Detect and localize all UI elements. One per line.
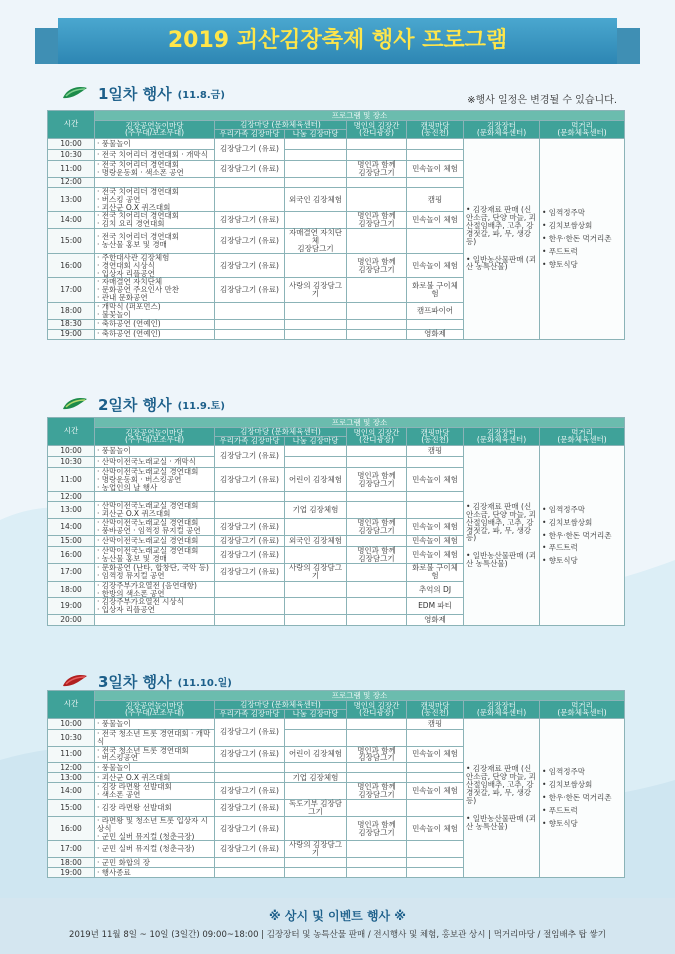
camp-cell — [407, 773, 464, 783]
family-kimjang-cell: 김장담그기 (유료) — [215, 546, 285, 563]
camp-cell — [407, 319, 464, 329]
share-kimjang-cell: 어린이 김장체험 — [285, 467, 347, 492]
family-kimjang-cell: 김장담그기 (유료) — [215, 278, 285, 303]
camp-cell: 민속놀이 체험 — [407, 546, 464, 563]
stage-program: · 김장주부가요열전 (음연대항) · 한방의 색소폰 공연 — [95, 581, 215, 598]
leaf-icon — [62, 673, 88, 689]
footer-title: ※ 상시 및 이벤트 행사 ※ — [269, 909, 406, 923]
master-cell: 명인과 함께 김장담그기 — [347, 253, 407, 278]
market-cell: • 김장재료 판매 (신안소금, 단양 마늘, 괴산절임배추, 고추, 강경젓갈, 파, 무, 생강등) • 일반농산물판매 (괴산 농특산물) — [464, 138, 540, 339]
food-item: • 임꺽정주막 — [542, 767, 586, 777]
stage-program: · 주한대사관 김장체험 · 경연대회 시상식 · 입상자 리플공연 — [95, 253, 215, 278]
time-cell: 10:00 — [48, 718, 95, 729]
header-camp: 캠핑마당 (동진천) — [407, 121, 464, 139]
stage-program: · 김장주부가요열전 시상식 · 입상자 리플공연 — [95, 598, 215, 615]
camp-cell: 민속놀이 체험 — [407, 535, 464, 546]
stage-program: · 전국 치어리더 경연대회 · 버스킹 공연 · 괴산군 O.X 퀴즈대회 — [95, 187, 215, 212]
family-kimjang-cell: 김장담그기 (유료) — [215, 816, 285, 841]
stage-program: · 산막이전국노래교실 경연대회 · 풍바공연 · 임꺽정 뮤지컬 공연 — [95, 519, 215, 536]
stage-program — [95, 615, 215, 626]
share-kimjang-cell — [285, 598, 347, 615]
schedule-table — [47, 690, 625, 878]
share-kimjang-cell — [285, 319, 347, 329]
time-cell: 19:00 — [48, 329, 95, 339]
stage-program: · 자매결연 자치단체 · 문화공연 주요인사 만찬 · 관내 문화공연 — [95, 278, 215, 303]
stage-program: · 풍물놀이 — [95, 445, 215, 456]
header-stage: 김장공연놀이마당 (주무대/보조무대) — [95, 428, 215, 446]
food-item: • 한우·한돈 먹거리촌 — [542, 793, 612, 802]
master-cell: 명인과 함께 김장담그기 — [347, 160, 407, 177]
master-cell — [347, 581, 407, 598]
food-item: • 임꺽정주막 — [542, 504, 586, 514]
share-kimjang-cell: 기업 김장체험 — [285, 773, 347, 783]
master-cell: 명인과 함께 김장담그기 — [347, 467, 407, 492]
camp-cell: 민속놀이 체험 — [407, 467, 464, 492]
header-market: 김장장터 (문화체육센터) — [464, 701, 540, 719]
camp-cell: 캠핑 — [407, 187, 464, 212]
time-cell: 11:00 — [48, 746, 95, 763]
header-share-kimjang: 나눔 김장마당 — [285, 436, 347, 445]
header-food: 먹거리 (문화체육센터) — [540, 121, 625, 139]
time-cell: 10:00 — [48, 445, 95, 456]
master-cell — [347, 598, 407, 615]
share-kimjang-cell: 독도기부 김장담그기 — [285, 800, 347, 817]
share-kimjang-cell — [285, 138, 347, 149]
family-kimjang-cell — [215, 773, 285, 783]
header-family-kimjang: 우리가족 김장마당 — [215, 709, 285, 718]
camp-cell: 민속놀이 체험 — [407, 212, 464, 229]
time-cell: 19:00 — [48, 598, 95, 615]
share-kimjang-cell — [285, 729, 347, 746]
family-kimjang-cell: 김장담그기 (유료) — [215, 841, 285, 858]
food-item: • 김치보쌈상회 — [542, 517, 593, 527]
food-item: • 임꺽정주막 — [542, 208, 586, 218]
time-cell: 13:00 — [48, 773, 95, 783]
master-cell — [347, 729, 407, 746]
share-kimjang-cell — [285, 456, 347, 467]
family-kimjang-cell: 김장담그기 (유료) — [215, 519, 285, 536]
camp-cell — [407, 229, 464, 254]
food-item: • 푸드트럭 — [542, 805, 578, 815]
camp-cell — [407, 502, 464, 519]
master-cell — [347, 177, 407, 187]
family-kimjang-cell: 김장담그기 (유료) — [215, 253, 285, 278]
time-cell: 18:00 — [48, 303, 95, 320]
family-kimjang-cell — [215, 492, 285, 502]
time-cell: 14:00 — [48, 212, 95, 229]
family-kimjang-cell — [215, 187, 285, 212]
camp-cell: EDM 파티 — [407, 598, 464, 615]
header-time: 시간 — [48, 691, 95, 719]
family-kimjang-cell — [215, 763, 285, 773]
family-kimjang-cell: 김장담그기 (유료) — [215, 563, 285, 581]
header-time: 시간 — [48, 111, 95, 139]
stage-program: · 문화공연 (난타, 합창단, 국악 등) · 임꺽정 뮤지컬 공연 — [95, 563, 215, 581]
family-kimjang-cell — [215, 858, 285, 868]
header-market: 김장장터 (문화체육센터) — [464, 121, 540, 139]
schedule-table — [47, 417, 625, 626]
family-kimjang-cell — [215, 502, 285, 519]
food-item: • 향토식당 — [542, 259, 578, 269]
stage-program: · 축하공연 (연예인) — [95, 329, 215, 339]
camp-cell: 민속놀이 체험 — [407, 816, 464, 841]
share-kimjang-cell: 어린이 김장체험 — [285, 746, 347, 763]
stage-program: · 전국 청소년 트롯 경연대회 · 버스킹공연 — [95, 746, 215, 763]
master-cell — [347, 492, 407, 502]
time-cell: 17:00 — [48, 278, 95, 303]
header-family-kimjang: 우리가족 김장마당 — [215, 129, 285, 138]
share-kimjang-cell — [285, 546, 347, 563]
time-cell: 10:30 — [48, 729, 95, 746]
master-cell — [347, 615, 407, 626]
share-kimjang-cell — [285, 329, 347, 339]
time-cell: 10:00 — [48, 138, 95, 149]
header-master: 명인의 김장간 (잔디광장) — [347, 121, 407, 139]
share-kimjang-cell — [285, 858, 347, 868]
time-cell: 16:00 — [48, 253, 95, 278]
master-cell — [347, 763, 407, 773]
stage-program: · 군민 실버 뮤지컬 (청춘극장) — [95, 841, 215, 858]
stage-program: · 라면왕 및 청소년 트롯 입상자 시상식 · 군민 실버 뮤지컬 (청춘극장) — [95, 816, 215, 841]
master-cell — [347, 319, 407, 329]
share-kimjang-cell — [285, 303, 347, 320]
header-master: 명인의 김장간 (잔디광장) — [347, 428, 407, 446]
camp-cell — [407, 868, 464, 878]
market-cell: • 김장재료 판매 (신안소금, 단양 마늘, 괴산절임배추, 고추, 강경젓갈, 파, 무, 생강등) • 일반농산물판매 (괴산 농특산물) — [464, 445, 540, 625]
stage-program: · 전국 치어리더 경연대회 · 개막식 — [95, 149, 215, 160]
master-cell: 명인과 함께 김장담그기 — [347, 746, 407, 763]
share-kimjang-cell — [285, 445, 347, 456]
time-cell: 15:00 — [48, 800, 95, 817]
share-kimjang-cell — [285, 253, 347, 278]
master-cell — [347, 841, 407, 858]
header-time: 시간 — [48, 418, 95, 446]
food-item: • 향토식당 — [542, 818, 578, 828]
share-kimjang-cell — [285, 160, 347, 177]
share-kimjang-cell — [285, 816, 347, 841]
header-program: 프로그램 및 장소 — [95, 691, 625, 701]
stage-program: · 전국 청소년 트롯 경연대회 · 개막식 — [95, 729, 215, 746]
stage-program: · 풍물놀이 — [95, 718, 215, 729]
camp-cell — [407, 841, 464, 858]
share-kimjang-cell: 외국인 김장체험 — [285, 535, 347, 546]
footer-info: 2019년 11월 8일 ~ 10일 (3일간) 09:00~18:00 | 김장장터 및 농특산물 판매 / 전시행사 및 체험, 홍보관 상시 | 먹거리마당 / 절임배추 탑 쌓기 — [69, 930, 606, 940]
share-kimjang-cell — [285, 868, 347, 878]
time-cell: 11:00 — [48, 467, 95, 492]
food-item: • 푸드트럭 — [542, 246, 578, 256]
stage-program: · 전국 치어리더 경연대회 · 명랑운동회 · 색소폰 공연 — [95, 160, 215, 177]
food-item: • 향토식당 — [542, 556, 578, 566]
master-cell — [347, 303, 407, 320]
family-kimjang-cell: 김장담그기 (유료) — [215, 746, 285, 763]
camp-cell — [407, 492, 464, 502]
family-kimjang-cell — [215, 329, 285, 339]
market-cell: • 김장재료 판매 (신안소금, 단양 마늘, 괴산절임배추, 고추, 강경젓갈, 파, 무, 생강등) • 일반농산물판매 (괴산 농특산물) — [464, 718, 540, 877]
master-cell — [347, 149, 407, 160]
share-kimjang-cell: 사랑의 김장담그기 — [285, 563, 347, 581]
header-stage: 김장공연놀이마당 (주무대/보조무대) — [95, 701, 215, 719]
stage-program: · 괴산군 O.X 퀴즈대회 — [95, 773, 215, 783]
master-cell: 명인과 함께 김장담그기 — [347, 546, 407, 563]
family-kimjang-cell: 김장담그기 (유료) — [215, 783, 285, 800]
camp-cell: 화로불 구이체험 — [407, 563, 464, 581]
camp-cell: 영화제 — [407, 615, 464, 626]
share-kimjang-cell — [285, 519, 347, 536]
share-kimjang-cell — [285, 763, 347, 773]
day-heading — [62, 82, 225, 104]
header-family-kimjang: 우리가족 김장마당 — [215, 436, 285, 445]
header-master: 명인의 김장간 (잔디광장) — [347, 701, 407, 719]
master-cell — [347, 278, 407, 303]
share-kimjang-cell — [285, 149, 347, 160]
camp-cell — [407, 858, 464, 868]
day-heading — [62, 393, 225, 415]
master-cell — [347, 718, 407, 729]
master-cell — [347, 858, 407, 868]
food-cell — [540, 718, 625, 877]
share-kimjang-cell: 외국인 김장체험 — [285, 187, 347, 212]
day-date: (11.8.금) — [177, 89, 225, 101]
table-row — [48, 445, 625, 456]
header-market: 김장장터 (문화체육센터) — [464, 428, 540, 446]
time-cell: 19:00 — [48, 868, 95, 878]
family-kimjang-cell: 김장담그기 (유료) — [215, 138, 285, 160]
master-cell — [347, 445, 407, 456]
time-cell: 10:30 — [48, 456, 95, 467]
time-cell: 15:00 — [48, 535, 95, 546]
master-cell — [347, 868, 407, 878]
camp-cell — [407, 800, 464, 817]
time-cell: 16:00 — [48, 816, 95, 841]
day-title: 3일차 행사 — [98, 672, 172, 691]
family-kimjang-cell: 김장담그기 (유료) — [215, 229, 285, 254]
time-cell: 16:00 — [48, 546, 95, 563]
camp-cell: 민속놀이 체험 — [407, 160, 464, 177]
food-item: • 한우·한돈 먹거리촌 — [542, 530, 612, 540]
time-cell: 20:00 — [48, 615, 95, 626]
day-heading — [62, 670, 232, 692]
time-cell: 13:00 — [48, 187, 95, 212]
family-kimjang-cell: 김장담그기 (유료) — [215, 800, 285, 817]
family-kimjang-cell — [215, 598, 285, 615]
day-date: (11.9.토) — [177, 400, 225, 412]
master-cell — [347, 800, 407, 817]
header-kimjang: 김장마당 (문화체육센터) — [215, 428, 347, 437]
food-item: • 김치보쌈상회 — [542, 780, 593, 790]
food-item: • 푸드트럭 — [542, 543, 578, 553]
stage-program: · 축하공연 (연예인) — [95, 319, 215, 329]
camp-cell — [407, 729, 464, 746]
camp-cell: 민속놀이 체험 — [407, 253, 464, 278]
stage-program: · 김장 라면왕 선발대회 · 색소폰 공연 — [95, 783, 215, 800]
time-cell: 12:00 — [48, 492, 95, 502]
family-kimjang-cell — [215, 303, 285, 320]
camp-cell — [407, 763, 464, 773]
family-kimjang-cell: 김장담그기 (유료) — [215, 160, 285, 177]
header-program: 프로그램 및 장소 — [95, 418, 625, 428]
stage-program: · 전국 치어리더 경연대회 · 김치 요리 경연대회 — [95, 212, 215, 229]
master-cell — [347, 138, 407, 149]
header-food: 먹거리 (문화체육센터) — [540, 701, 625, 719]
share-kimjang-cell — [285, 615, 347, 626]
share-kimjang-cell: 기업 김장체험 — [285, 502, 347, 519]
header-camp: 캠핑마당 (동진천) — [407, 701, 464, 719]
camp-cell: 캠핑 — [407, 445, 464, 456]
day-date: (11.10.일) — [177, 677, 232, 689]
family-kimjang-cell — [215, 177, 285, 187]
food-item: • 김치보쌈상회 — [542, 220, 593, 230]
master-cell — [347, 535, 407, 546]
leaf-icon — [62, 85, 88, 101]
camp-cell: 민속놀이 체험 — [407, 783, 464, 800]
camp-cell: 화로불 구이체험 — [407, 278, 464, 303]
time-cell: 15:00 — [48, 229, 95, 254]
header-share-kimjang: 나눔 김장마당 — [285, 709, 347, 718]
share-kimjang-cell — [285, 177, 347, 187]
time-cell: 14:00 — [48, 783, 95, 800]
header-camp: 캠핑마당 (동진천) — [407, 428, 464, 446]
time-cell: 14:00 — [48, 519, 95, 536]
share-kimjang-cell — [285, 212, 347, 229]
share-kimjang-cell — [285, 492, 347, 502]
stage-program: · 전국 치어리더 경연대회 · 농산물 홍보 및 경매 — [95, 229, 215, 254]
share-kimjang-cell — [285, 718, 347, 729]
stage-program: · 풍물놀이 — [95, 763, 215, 773]
master-cell — [347, 229, 407, 254]
share-kimjang-cell — [285, 783, 347, 800]
family-kimjang-cell — [215, 615, 285, 626]
time-cell: 18:00 — [48, 858, 95, 868]
header-kimjang: 김장마당 (문화체육센터) — [215, 701, 347, 710]
table-row — [48, 138, 625, 149]
family-kimjang-cell — [215, 868, 285, 878]
stage-program: · 군민 화합의 장 — [95, 858, 215, 868]
master-cell — [347, 502, 407, 519]
food-cell — [540, 138, 625, 339]
family-kimjang-cell: 김장담그기 (유료) — [215, 212, 285, 229]
day-title: 1일차 행사 — [98, 84, 172, 103]
master-cell: 명인과 함께 김장담그기 — [347, 519, 407, 536]
camp-cell — [407, 149, 464, 160]
stage-program: · 개막식 (퍼포먼스) · 불꽃놀이 — [95, 303, 215, 320]
table-row — [48, 718, 625, 729]
master-cell: 명인과 함께 김장담그기 — [347, 783, 407, 800]
camp-cell — [407, 456, 464, 467]
food-cell — [540, 445, 625, 625]
family-kimjang-cell: 김장담그기 (유료) — [215, 445, 285, 467]
stage-program: · 김장 라면왕 선발대회 — [95, 800, 215, 817]
master-cell: 명인과 함께 김장담그기 — [347, 816, 407, 841]
stage-program: · 산막이전국노래교실 경연대회 · 농산물 홍보 및 경매 — [95, 546, 215, 563]
camp-cell: 캠핑 — [407, 718, 464, 729]
header-share-kimjang: 나눔 김장마당 — [285, 129, 347, 138]
time-cell: 17:00 — [48, 841, 95, 858]
header-program: 프로그램 및 장소 — [95, 111, 625, 121]
share-kimjang-cell — [285, 581, 347, 598]
family-kimjang-cell: 김장담그기 (유료) — [215, 535, 285, 546]
stage-program: · 산막이전국노래교실 경연대회 — [95, 535, 215, 546]
camp-cell: 민속놀이 체험 — [407, 519, 464, 536]
master-cell — [347, 456, 407, 467]
camp-cell: 캠프파이어 — [407, 303, 464, 320]
camp-cell: 영화제 — [407, 329, 464, 339]
share-kimjang-cell: 사랑의 김장담그기 — [285, 278, 347, 303]
camp-cell — [407, 138, 464, 149]
stage-program: · 풍물놀이 — [95, 138, 215, 149]
leaf-icon — [62, 396, 88, 412]
page-title: 2019 괴산김장축제 행사 프로그램 — [167, 28, 508, 53]
share-kimjang-cell: 자매결연 자치단체 김장담그기 — [285, 229, 347, 254]
family-kimjang-cell: 김장담그기 (유료) — [215, 467, 285, 492]
time-cell: 18:00 — [48, 581, 95, 598]
master-cell — [347, 187, 407, 212]
master-cell — [347, 563, 407, 581]
time-cell: 12:00 — [48, 763, 95, 773]
master-cell — [347, 329, 407, 339]
camp-cell: 추억의 DJ — [407, 581, 464, 598]
time-cell: 11:00 — [48, 160, 95, 177]
stage-program — [95, 177, 215, 187]
schedule-note: ※행사 일정은 변경될 수 있습니다. — [467, 95, 617, 106]
time-cell: 17:00 — [48, 563, 95, 581]
family-kimjang-cell — [215, 319, 285, 329]
header-food: 먹거리 (문화체육센터) — [540, 428, 625, 446]
time-cell: 12:00 — [48, 177, 95, 187]
stage-program: · 행사종료 — [95, 868, 215, 878]
share-kimjang-cell: 사랑의 김장담그기 — [285, 841, 347, 858]
header-stage: 김장공연놀이마당 (주무대/보조무대) — [95, 121, 215, 139]
family-kimjang-cell — [215, 581, 285, 598]
time-cell: 13:00 — [48, 502, 95, 519]
schedule-table — [47, 110, 625, 340]
header-kimjang: 김장마당 (문화체육센터) — [215, 121, 347, 130]
stage-program: · 산막이전국노래교실 · 개막식 — [95, 456, 215, 467]
stage-program: · 산막이전국노래교실 경연대회 · 명랑운동회 · 버스킹공연 · 농업인의 날 행사 — [95, 467, 215, 492]
time-cell: 10:30 — [48, 149, 95, 160]
day-title: 2일차 행사 — [98, 395, 172, 414]
camp-cell — [407, 177, 464, 187]
master-cell: 명인과 함께 김장담그기 — [347, 212, 407, 229]
family-kimjang-cell: 김장담그기 (유료) — [215, 718, 285, 746]
food-item: • 한우·한돈 먹거리촌 — [542, 233, 612, 243]
time-cell: 18:30 — [48, 319, 95, 329]
stage-program: · 산막이전국노래교실 경연대회 · 괴산군 O.X 퀴즈대회 — [95, 502, 215, 519]
camp-cell: 민속놀이 체험 — [407, 746, 464, 763]
